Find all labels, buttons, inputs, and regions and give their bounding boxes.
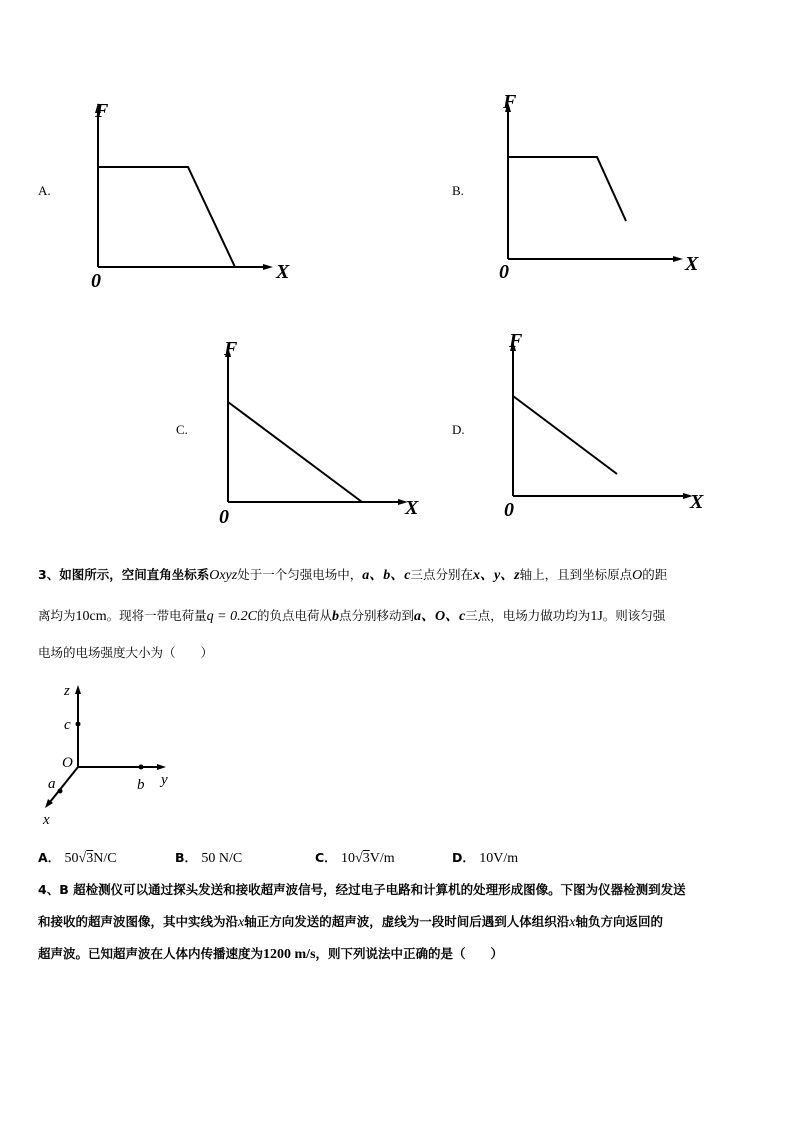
q4-line-1: 4、B 超检测仪可以通过探头发送和接收超声波信号，经过电子电路和计算机的处理形成图像。下图为仪器检测到发送	[38, 882, 686, 897]
force-curve	[513, 396, 617, 474]
q3-line-3: 电场的电场强度大小为（ ）	[38, 645, 214, 660]
coordinate-diagram	[38, 680, 188, 830]
graph-c	[210, 333, 440, 533]
origin-label: 0	[219, 506, 229, 528]
graph-d	[495, 327, 725, 527]
origin-label: 0	[91, 270, 101, 292]
force-curve	[508, 157, 626, 221]
graph-b-label: B.	[452, 183, 464, 198]
q3-line-2: 离均为10cm。现将一带电荷量q = 0.2C的负点电荷从b点分别移动到a、O、c三点，电场力做功均为1J。则该匀强	[38, 608, 666, 624]
q3-option-d[interactable]: D． 10V/m	[452, 850, 519, 866]
label-b: b	[137, 777, 145, 793]
origin-label: 0	[504, 499, 514, 521]
q3-option-a[interactable]: A． 50√3N/C	[38, 850, 117, 866]
point-a	[58, 789, 63, 794]
q3-option-b[interactable]: B． 50 N/C	[175, 850, 243, 866]
x-axis-label: X	[276, 261, 290, 283]
x-arrow	[263, 264, 273, 270]
y-axis-label: F	[509, 330, 523, 352]
force-curve	[228, 402, 362, 502]
point-c	[76, 722, 81, 727]
label-o: O	[62, 755, 73, 771]
label-y: y	[161, 772, 168, 788]
y-axis-label: F	[95, 100, 109, 122]
x-axis-label: X	[405, 497, 419, 519]
force-curve	[98, 167, 235, 267]
graph-d-label: D.	[452, 422, 465, 437]
x-axis-label: X	[685, 253, 699, 275]
graph-b	[490, 90, 720, 290]
label-z: z	[64, 683, 70, 699]
graph-a	[80, 95, 310, 295]
graph-c-label: C.	[176, 422, 188, 437]
point-b	[139, 765, 144, 770]
y-axis-label: F	[224, 338, 238, 360]
label-a: a	[48, 776, 56, 792]
q3-option-c[interactable]: C． 10√3V/m	[315, 850, 395, 866]
origin-label: 0	[499, 261, 509, 283]
q3-line-1: 3、如图所示，空间直角坐标系Oxyz处于一个匀强电场中，a、b、c三点分别在x、y、z轴上，且到坐标原点O的距	[38, 567, 668, 583]
q4-line-3: 超声波。已知超声波在人体内传播速度为1200 m/s，则下列说法中正确的是（ ）	[38, 946, 504, 962]
label-x: x	[43, 812, 50, 828]
y-axis-label: F	[503, 91, 517, 113]
x-axis-label: X	[690, 491, 704, 513]
q4-line-2: 和接收的超声波图像，其中实线为沿x轴正方向发送的超声波，虚线为一段时间后遇到人体组织沿x轴负方向返回的	[38, 914, 663, 930]
graph-a-label: A.	[38, 183, 51, 198]
label-c: c	[64, 717, 71, 733]
